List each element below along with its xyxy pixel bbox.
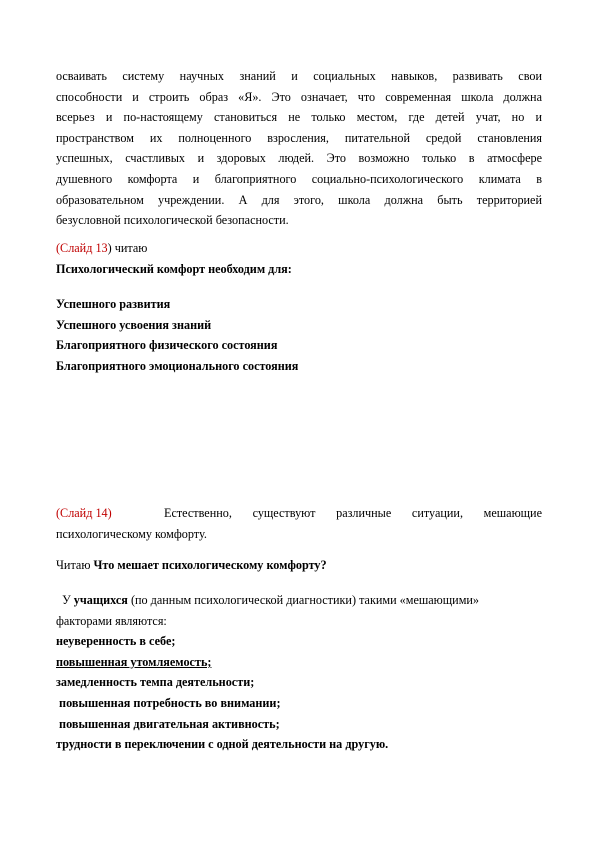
intro-line: всерьез и по-настоящему становиться не только местом, где детей учат, но и	[56, 110, 542, 125]
slide13-section	[56, 238, 542, 279]
factor-item: замедленность темпа деятельности;	[56, 675, 255, 690]
question-text: Что мешает психологическому комфорту?	[93, 558, 327, 572]
slide13-item: Успешного развития	[56, 297, 171, 311]
slide14-factors	[56, 590, 542, 755]
slide14-question-line	[56, 555, 542, 576]
intro-line: осваивать систему научных знаний и социальных навыков, развивать свои	[56, 69, 542, 83]
intro-line: способности и строить образ «Я». Это означает, что современная школа должна	[56, 89, 542, 104]
slide14-line2: психологическому комфорту.	[56, 526, 207, 541]
slide13-item: Успешного усвоения знаний	[56, 317, 212, 332]
intro-paragraph	[56, 66, 542, 231]
factor-item: повышенная двигательная активность;	[56, 716, 280, 731]
intro-line: душевного комфорта и благоприятного социально-психологического климата в	[56, 171, 542, 186]
intro-line: успешных, счастливых и здоровых людей. Это возможно только в атмосфере	[56, 151, 542, 166]
slide13-label: (Слайд 13	[56, 241, 108, 255]
intro-line: образовательном учреждении. А для этого, школа должна быть территорией	[56, 192, 542, 207]
students-line2: факторами являются:	[56, 613, 167, 628]
factor-item	[56, 652, 542, 673]
students-indent: У	[56, 593, 74, 607]
slide13-item: Благоприятного физического состояния	[56, 338, 278, 353]
students-line1-rest: (по данным психологической диагностики) такими «мешающими»	[127, 593, 480, 607]
slide14-line1-rest: Естественно, существуют различные ситуации, мешающие	[164, 506, 542, 520]
question-line	[56, 555, 542, 576]
intro-line: пространством их полноценного взросления, питательной средой становления	[56, 130, 542, 145]
factor-item: повышенная потребность во внимании;	[56, 695, 281, 710]
slide13-label-line	[56, 238, 542, 259]
slide14-intro	[56, 503, 542, 544]
slide13-item: Благоприятного эмоционального состояния	[56, 358, 299, 373]
students-line1	[56, 590, 542, 611]
slide13-heading: Психологический комфорт необходим для:	[56, 261, 292, 276]
factor-item-text: повышенная утомляемость;	[56, 654, 212, 669]
students-bold: учащихся	[73, 593, 128, 607]
intro-line: безусловной психологической безопасности.	[56, 213, 289, 228]
factor-item: неуверенность в себе;	[56, 634, 176, 649]
slide14-line1	[56, 503, 542, 524]
slide13-after-label: ) читаю	[107, 241, 148, 255]
factor-item: трудности в переключении с одной деятельности на другую.	[56, 737, 389, 752]
slide14-label: (Слайд 14)	[56, 506, 112, 520]
question-prefix: Читаю	[56, 558, 94, 572]
slide13-list	[56, 294, 542, 376]
